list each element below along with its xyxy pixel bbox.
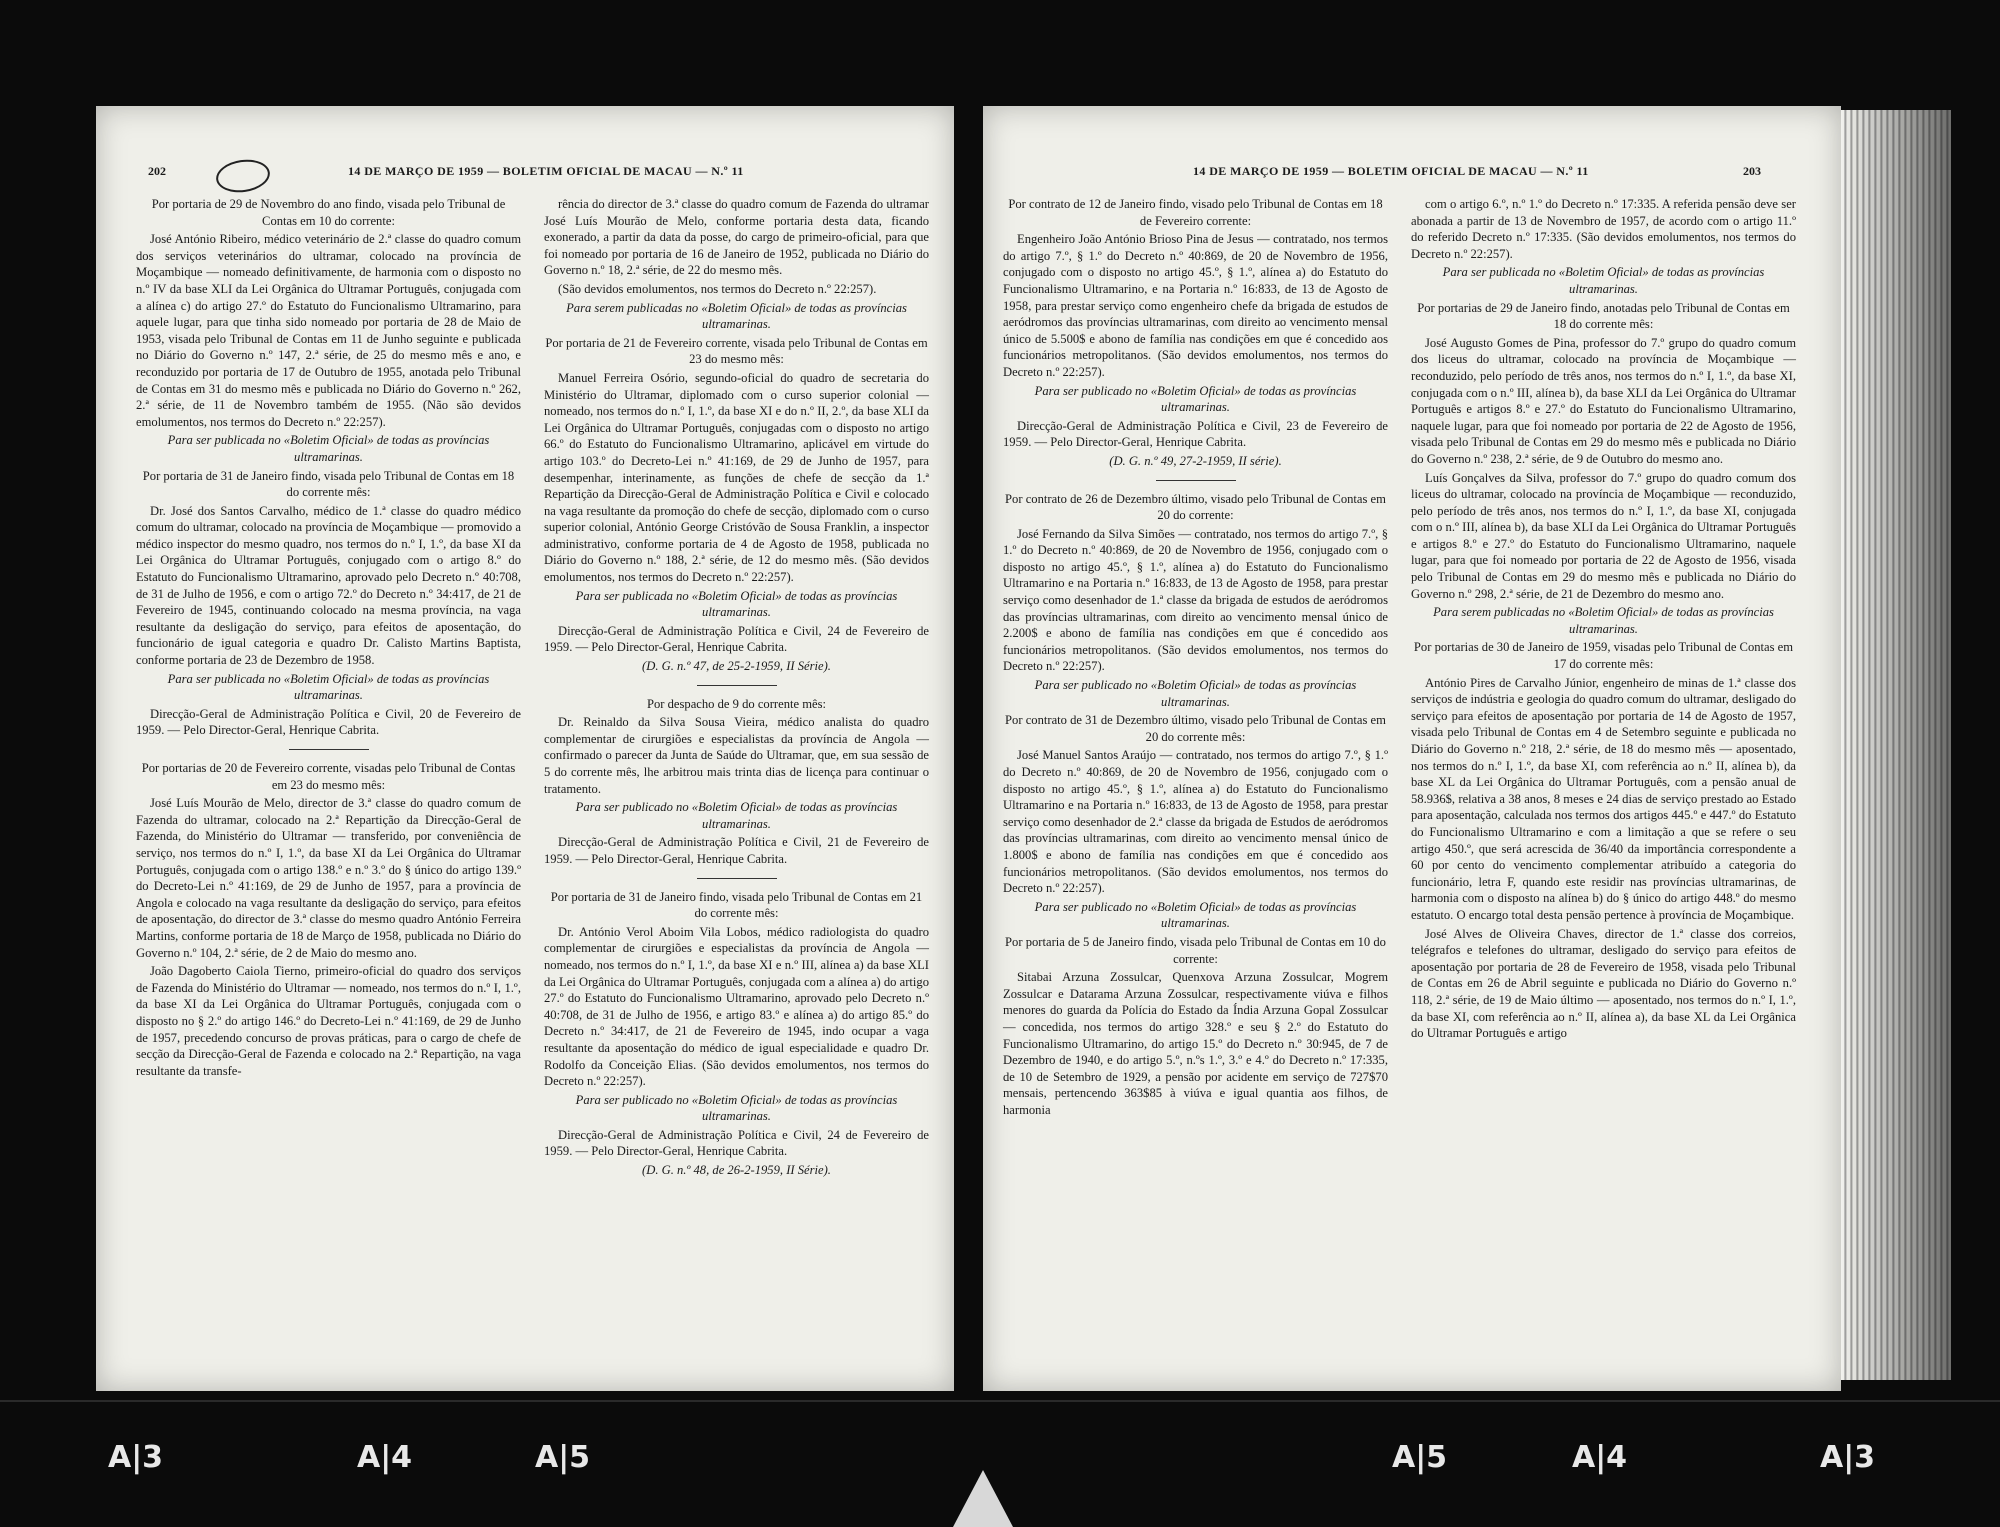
publication-note: Para ser publicada no «Boletim Oficial» de todas as províncias ultramarinas. [167,671,490,703]
book-page-edges-shadow [1841,110,1951,1380]
paragraph: José Manuel Santos Araújo — contratado, nos termos do artigo 7.º, § 1.º do Decreto n.º 40:869, de 20 de Novembro de 1956, conjugado com o disposto no artigo 45.º, § 1.º, alínea a) do Estatuto do Funcionalismo Ultramarino e na Portaria n.º 16:833, de 13 de Agosto de 1958, para prestar serviço como desenhador de 2.ª classe da brigada de Estudos de aeródromos das províncias ultramarinas, com direito ao vencimento mensal único de 1.800$ e abono de família nas condições em que é concedido aos funcionários metropolitanos. (São devidos emolumentos, nos termos do Decreto n.º 22:257). [1003,748,1388,896]
publication-note: Para ser publicado no «Boletim Oficial» de todas as províncias ultramarinas. [1034,678,1357,709]
film-center-notch [953,1470,1013,1527]
publication-note: Para ser publicado no «Boletim Oficial» de todas as províncias ultramarinas. [575,800,898,831]
paragraph: com o artigo 6.º, n.º 1.º do Decreto n.º 17:335. A referida pensão deve ser abonada a partir de 13 de Novembro de 1957, de acordo com o artigo 11.º do referido Decreto n.º 17:335. (São devidos emolumentos, nos termos do Decreto n.º 22:257). [1411,197,1796,261]
publication-note: Para ser publicado no «Boletim Oficial» de todas as províncias ultramarinas. [1034,383,1357,415]
film-frame-mark: A|5 [535,1440,591,1475]
paragraph: Sitabai Arzuna Zossulcar, Quenxova Arzuna Zossulcar, Mogrem Zossulcar e Datarama Arzuna Zossulcar, respectivamente viúva e filhos menores do guarda da Polícia do Estado da Índia Arzuna Gopal Zossulcar — concedida, nos termos do artigo 328.º e seu § 2.º do Estatuto do Funcionalismo Ultramarino, do artigo 15.º do Decreto n.º 30:945, de 7 de Dezembro de 1940, e do artigo 5.º, n.ºs 1.º, 3.º e 4.º do Decreto n.º 17:335, de 10 de Setembro de 1929, a pensão por acidente em serviço de 727$70 mensais, pertencendo 363$85 à viúva e igual quantia aos filhos, de harmonia [1003,970,1388,1117]
paragraph: Por portaria de 31 de Janeiro findo, visada pelo Tribunal de Contas em 21 do corrente mês: [550,889,923,921]
publication-note: Para ser publicada no «Boletim Oficial» de todas as províncias ultramarinas. [575,588,898,620]
publication-note: Para ser publicada no «Boletim Oficial» de todas as províncias ultramarinas. [1442,265,1765,296]
paragraph: Luís Gonçalves da Silva, professor do 7.º grupo do quadro comum dos liceus do ultramar, colocado na província de Moçambique — reconduzido, pelo período de três anos, nos termos do n.º I, 1.º, da base XI, conjugada com o n.º III, alínea b), da base XLI da Lei Orgânica do Ultramar Português e artigos 8.º e 27.º do Estatuto do Funcionalismo Ultramarino, naquele lugar, para que foi nomeado por portaria de 22 de Agosto de 1956, visada pelo Tribunal de Contas em 29 do mesmo mês e publicada no Diário do Governo n.º 298, 2.ª série, de 21 de Dezembro do mesmo ano. [1411,470,1796,601]
paragraph: Dr. Reinaldo da Silva Sousa Vieira, médico analista do quadro complementar de cirurgiões e especialistas da província de Angola — confirmado o parecer da Junta de Saúde do Ultramar, que, em sua sessão de 5 do corrente mês, lhe arbitrou mais trinta dias de licença para continuar o tratamento. [544,715,929,796]
paragraph: Por portaria de 5 de Janeiro findo, visada pelo Tribunal de Contas em 10 do corrente: [1005,934,1386,966]
paragraph: José Fernando da Silva Simões — contratado, nos termos do artigo 7.º, § 1.º do Decreto n.º 40:869, de 20 de Novembro de 1956, conjugado com o disposto no artigo 45.º, § 1.º, alínea a) do Estatuto do Funcionalismo Ultramarino e na Portaria n.º 16:833, de 13 de Agosto de 1958, para prestar serviço como desenhador de 1.ª classe da brigada de estudos de aeródromos das províncias ultramarinas, com direito ao vencimento mensal único de 2.200$ e abono de família nas condições em que é concedido aos funcionários metropolitanos. (São devidos emolumentos, nos termos do Decreto n.º 22:257). [1003,526,1388,674]
paragraph: José António Ribeiro, médico veterinário de 2.ª classe do quadro comum dos serviços veterinários do ultramar, colocado na província de Moçambique — nomeado definitivamente, de harmonia com o disposto no n.º IV da base XLI da Lei Orgânica do Ultramar Português, conjugada com a alínea c) do artigo 27.º do Estatuto do Funcionalismo Ultramarino, para aquele lugar, para que tinha sido nomeado por portaria de 28 de Maio de 1953, visada pelo Tribunal de Contas em 11 de Junho seguinte e publicada no Diário do Governo n.º 147, 2.ª série, de 25 do mesmo mês e ano, e reconduzido por portaria de 17 de Outubro de 1955, anotada pelo Tribunal de Contas em 31 do mesmo mês e publicada no Diário do Governo n.º 262, 2.ª série, de 11 de Novembro também de 1955. (Não são devidos emolumentos, nos termos do Decreto n.º 22:257). [136,232,521,429]
gazette-reference: (D. G. n.º 48, de 26-2-1959, II Série). [642,1163,831,1178]
paragraph: Por portaria de 21 de Fevereiro corrente, visada pelo Tribunal de Contas em 23 do mesmo mês: [545,335,928,367]
film-frame-mark: A|3 [1820,1440,1876,1475]
film-frame-mark: A|4 [1572,1440,1628,1475]
paragraph: Por contrato de 31 de Dezembro último, visado pelo Tribunal de Contas em 20 do corrente mês: [1005,713,1386,744]
right-page-header: 14 DE MARÇO DE 1959 — BOLETIM OFICIAL DE MACAU — N.º 11 [1193,164,1589,178]
paragraph: José Alves de Oliveira Chaves, director de 1.ª classe dos correios, telégrafos e telefones do ultramar, desligado do serviço para efeitos de aposentação por portaria de 28 de Fevereiro de 1958, visada pelo Tribunal de Contas em 26 de Abril seguinte e publicada no Diário do Governo n.º 118, 2.ª série, de 19 de Maio último — aposentado, nos termos do n.º I, 1.º, da base XI, com referência ao n.º II, alínea a), da base XL da Lei Orgânica do Ultramar Português e artigo [1411,926,1796,1041]
paragraph: Dr. António Verol Aboim Vila Lobos, médico radiologista do quadro complementar de cirurgiões e especialistas da província de Angola — nomeado, nos termos do n.º I, 1.º, da base XI e n.º III, alínea a) da base XLI da Lei Orgânica do Ultramar Português, conjugada com a alínea a) do artigo 27.º do Estatuto do Funcionalismo Ultramarino, aprovado pelo Decreto n.º 40:708, de 31 de Julho de 1956, e artigo 83.º e alínea a) do artigo 85.º do Decreto n.º 34:417, de 21 de Fevereiro de 1945, indo ocupar a vaga resultante da aposentação do médico de igual especialidade e quadro Dr. Rodolfo da Conceição Elias. (São devidos emolumentos, nos termos do Decreto n.º 22:257). [544,924,929,1089]
right-column-1 [1003,196,1388,1120]
paragraph: rência do director de 3.ª classe do quadro comum de Fazenda do ultramar José Luís Mourão de Melo, conforme portaria desta data, ficando exonerado, a partir da data da posse, do cargo de primeiro-oficial, para que foi nomeado por portaria de 16 de Janeiro de 1952, publicada no Diário do Governo n.º 18, 2.ª série, de 22 do mesmo mês. [544,197,929,278]
left-column-1 [136,196,521,1081]
signature-line: Direcção-Geral de Administração Política e Civil, 20 de Fevereiro de 1959. — Pelo Director-Geral, Henrique Cabrita. [136,706,521,738]
paragraph: José Augusto Gomes de Pina, professor do 7.º grupo do quadro comum dos liceus do ultramar, colocado na província de Moçambique — reconduzido, pelo período de três anos, nos termos do n.º I, 1.º, da base XI, conjugada com o n.º III, alínea b), da base XLI da Lei Orgânica do Ultramar Português e artigos 8.º e 27.º do Estatuto do Funcionalismo Ultramarino, naquele lugar, para que foi nomeado por portaria de 22 de Agosto de 1956, visada pelo Tribunal de Contas em 29 do mesmo mês e publicada no Diário do Governo n.º 238, 2.ª série, de 9 de Outubro do mesmo ano. [1411,335,1796,466]
paragraph: Manuel Ferreira Osório, segundo-oficial do quadro de secretaria do Ministério do Ultramar, diplomado com o curso superior colonial — nomeado, nos termos do n.º I, 1.º, da base XI e do n.º II, 2.º, da base XLI da Lei Orgânica do Ultramar Português, conjugadas com o disposto no artigo 66.º do Estatuto do Funcionalismo Ultramarino, aplicável em virtude do artigo 103.º do Decreto-Lei n.º 41:169, de 29 de Junho de 1957, para desempenhar, interinamente, as funções de chefe de secção da 1.ª Repartição da Direcção-Geral de Administração Política e Civil e colocado na vaga resultante da promoção do chefe de secção, diplomado com o curso superior colonial, António George Cristóvão de Sousa Franklin, a inspector administrativo, conforme portaria de 4 de Agosto de 1958, publicada no Diário do Governo n.º 188, 2.ª série, de 12 do mesmo mês. (São devidos emolumentos, nos termos do Decreto n.º 22:257). [544,370,929,585]
film-frame-mark: A|3 [108,1440,164,1475]
right-column-2 [1411,196,1796,1044]
gazette-reference: (D. G. n.º 47, de 25-2-1959, II Série). [642,659,831,674]
publication-note: Para ser publicada no «Boletim Oficial» de todas as províncias ultramarinas. [167,433,490,464]
left-column-2 [544,196,929,1181]
left-page-number: 202 [148,164,166,178]
handwritten-circle-mark [214,156,272,195]
paragraph: Por portaria de 29 de Novembro do ano findo, visada pelo Tribunal de Contas em 10 do corrente: [151,197,506,228]
paragraph: António Pires de Carvalho Júnior, engenheiro de minas de 1.ª classe dos serviços de indústria e geologia do quadro comum do ultramar, desligado do serviço para efeitos de aposentação por portaria de 14 de Agosto de 1957, visada pelo Tribunal de Contas em 4 de Setembro seguinte e publicada no Diário do Governo n.º 218, 2.ª série, de 18 do mesmo mês — aposentado, nos termos do n.º I, 1.º, da base XI, com referência ao n.º II, alínea b), da base XL da Lei Orgânica do Ultramar Português, com a pensão anual de 58.936$, relativa a 38 anos, 8 meses e 24 dias de serviço prestado ao Estado para aposentação, calculada nos termos dos artigos 445.º e 447.º do Estatuto do Funcionalismo Ultramarino e com a limitação a que se refere o seu artigo 450.º, que será acrescida de 36/40 da importância correspondente a 60 por cento do vencimento complementar atribuído a categoria do funcionário, letra F, quando este residir nas províncias ultramarinas, de harmonia com o disposto na alínea b) do § único do artigo 448.º do mesmo estatuto. O encargo total desta pensão pertence à província de Moçambique. [1411,675,1796,922]
section-divider [1156,480,1236,481]
signature-line: Direcção-Geral de Administração Política e Civil, 24 de Fevereiro de 1959. — Pelo Director-Geral, Henrique Cabrita. [544,1127,929,1159]
paragraph: Engenheiro João António Brioso Pina de Jesus — contratado, nos termos do artigo 7.º, § 1.º do Decreto n.º 40:869, de 20 de Novembro de 1956, conjugado com o disposto no artigo 45.º, § 1.º, alínea a) do Estatuto do Funcionalismo Ultramarino, e na Portaria n.º 16:833, de 13 de Agosto de 1958, para prestar serviço como engenheiro chefe da brigada de estudos de aeródromos das províncias ultramarinas, com direito ao vencimento mensal único de 5.500$ e abono de família nas condições em que é concedido aos funcionários metropolitanos. (São devidos emolumentos, nos termos do Decreto n.º 22:257). [1003,232,1388,379]
paragraph: Por portaria de 31 de Janeiro findo, visada pelo Tribunal de Contas em 18 do corrente mês: [142,468,515,500]
paragraph: Por portarias de 20 de Fevereiro corrente, visadas pelo Tribunal de Contas em 23 do mesmo mês: [141,761,516,792]
paragraph: Por contrato de 12 de Janeiro findo, visado pelo Tribunal de Contas em 18 de Fevereiro corrente: [1008,197,1383,228]
right-page-number: 203 [1743,164,1761,178]
film-edge [0,1400,2000,1402]
signature-line: Direcção-Geral de Administração Política e Civil, 23 de Fevereiro de 1959. — Pelo Director-Geral, Henrique Cabrita. [1003,418,1388,450]
gazette-reference: (D. G. n.º 49, 27-2-1959, II série). [1109,453,1282,468]
paragraph: José Luís Mourão de Melo, director de 3.ª classe do quadro comum de Fazenda do ultramar, colocado na 2.ª Repartição da Direcção-Geral de Fazenda, do Ministério do Ultramar — transferido, por conveniência de serviço, nos termos do n.º I, 1.º, da base XI da Lei Orgânica do Ultramar Português, conjugada com o artigo 138.º e n.º 3.º do § único do artigo 139.º do Decreto-Lei n.º 41:169, de 29 de Junho de 1957, para a província de Angola e colocado na vaga resultante da desligação do serviço, para efeitos de aposentação, do director de 3.ª classe do mesmo quadro António Ferreira Martins, conforme portaria de 18 de Março de 1958, publicada no Diário do Governo n.º 104, 2.ª série, de 2 de Maio do mesmo ano. [136,796,521,960]
section-divider [697,878,777,879]
paragraph: Por despacho de 9 do corrente mês: [646,696,827,711]
signature-line: Direcção-Geral de Administração Política e Civil, 24 de Fevereiro de 1959. — Pelo Director-Geral, Henrique Cabrita. [544,623,929,655]
left-page [96,106,954,1391]
paragraph: João Dagoberto Caiola Tierno, primeiro-oficial do quadro dos serviços de Fazenda do Ministério do Ultramar — nomeado, nos termos do n.º I, 1.º, da base XI da Lei Orgânica do Ultramar Português, conjugada com o disposto no § 2.º do artigo 146.º do Decreto-Lei n.º 41:169, de 29 de Junho de 1957, precedendo concurso de provas práticas, para o cargo de chefe de secção da Direcção-Geral de Fazenda e colocado na 2.ª Repartição, na vaga resultante da transfe- [136,964,521,1078]
publication-note: Para ser publicado no «Boletim Oficial» de todas as províncias ultramarinas. [575,1092,898,1124]
film-frame-mark: A|5 [1392,1440,1448,1475]
publication-note: Para serem publicadas no «Boletim Oficial» de todas as províncias ultramarinas. [1433,605,1774,636]
paragraph: Dr. José dos Santos Carvalho, médico de 1.ª classe do quadro médico comum do ultramar, colocado na província de Moçambique — promovido a médico inspector do mesmo quadro, nos termos do n.º I, 1.º, da base XI da Lei Orgânica do Ultramar Português, conjugado com o artigo 8.º do Estatuto do Funcionalismo Ultramarino, aprovado pelo Decreto n.º 40:708, de 31 de Julho de 1956, e com o artigo 72.º do Decreto n.º 34:417, de 21 de Fevereiro de 1945, continuando colocado na mesma província, na vaga resultante da desligação do serviço, para efeitos de aposentação, do funcionário de igual categoria e quadro Dr. Calisto Martins Baptista, conforme portaria de 23 de Dezembro de 1958. [136,503,521,668]
left-page-header: 14 DE MARÇO DE 1959 — BOLETIM OFICIAL DE MACAU — N.º 11 [348,164,744,178]
publication-note: Para serem publicadas no «Boletim Oficial» de todas as províncias ultramarinas. [566,300,907,332]
paragraph: Por portarias de 30 de Janeiro de 1959, visadas pelo Tribunal de Contas em 17 do corrente mês: [1413,640,1794,672]
section-divider [697,685,777,686]
paragraph: Por portarias de 29 de Janeiro findo, anotadas pelo Tribunal de Contas em 18 do corrente mês: [1417,300,1790,332]
signature-line: Direcção-Geral de Administração Política e Civil, 21 de Fevereiro de 1959. — Pelo Director-Geral, Henrique Cabrita. [544,835,929,866]
paragraph: Por contrato de 26 de Dezembro último, visado pelo Tribunal de Contas em 20 do corrente: [1005,491,1386,523]
section-divider [289,749,369,750]
film-frame-mark: A|4 [357,1440,413,1475]
publication-note: Para ser publicado no «Boletim Oficial» de todas as províncias ultramarinas. [1034,899,1357,931]
paragraph: (São devidos emolumentos, nos termos do Decreto n.º 22:257). [558,281,877,296]
right-page [983,106,1841,1391]
